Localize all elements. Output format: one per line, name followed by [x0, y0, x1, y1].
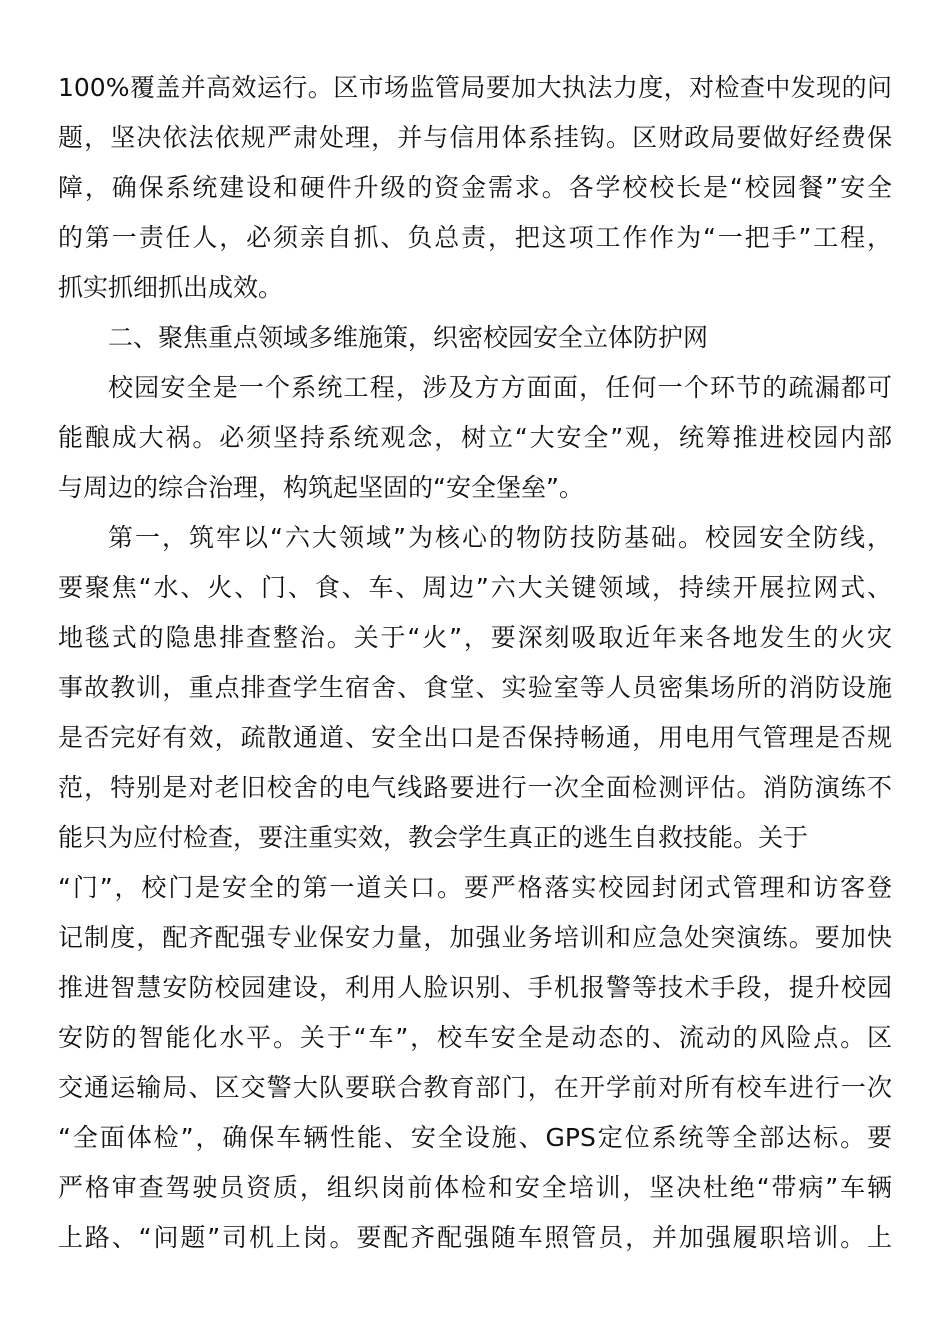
text-line: 交通运输局、区交警大队要联合教育部门，在开学前对所有校车进行一次	[58, 1073, 892, 1102]
text-line: 题，坚决依法依规严肃处理，并与信用体系挂钩。区财政局要做好经费保	[58, 123, 892, 152]
text-line: 的第一责任人，必须亲自抓、负总责，把这项工作作为“一把手”工程，	[58, 223, 892, 252]
section-heading: 二、聚焦重点领域多维施策，织密校园安全立体防护网	[108, 323, 709, 352]
text-line: 与周边的综合治理，构筑起坚固的“安全堡垒”。	[58, 473, 584, 502]
text-line: “门”，校门是安全的第一道关口。要严格落实校园封闭式管理和访客登	[58, 873, 892, 902]
text-line: 能酿成大祸。必须坚持系统观念，树立“大安全”观，统筹推进校园内部	[58, 423, 892, 452]
text-line: 第一，筑牢以“六大领域”为核心的物防技防基础。校园安全防线，	[108, 523, 892, 552]
text-line: 范，特别是对老旧校舍的电气线路要进行一次全面检测评估。消防演练不	[58, 773, 892, 802]
text-line: 安防的智能化水平。关于“车”，校车安全是动态的、流动的风险点。区	[58, 1023, 892, 1052]
text-line: 记制度，配齐配强专业保安力量，加强业务培训和应急处突演练。要加快	[58, 923, 892, 952]
text-line: 能只为应付检查，要注重实效，教会学生真正的逃生自救技能。关于	[58, 823, 809, 852]
text-line: 是否完好有效，疏散通道、安全出口是否保持畅通，用电用气管理是否规	[58, 723, 892, 752]
text-line: “全面体检”，确保车辆性能、安全设施、GPS定位系统等全部达标。要	[58, 1123, 892, 1152]
text-line: 事故教训，重点排查学生宿舍、食堂、实验室等人员密集场所的消防设施	[58, 673, 892, 702]
text-line: 校园安全是一个系统工程，涉及方方面面，任何一个环节的疏漏都可	[108, 373, 892, 402]
text-line: 上路、“问题”司机上岗。要配齐配强随车照管员，并加强履职培训。上	[58, 1223, 892, 1252]
text-line: 抓实抓细抓出成效。	[58, 273, 284, 302]
text-line: 100%覆盖并高效运行。区市场监管局要加大执法力度，对检查中发现的问	[58, 73, 892, 102]
text-line: 地毯式的隐患排查整治。关于“火”，要深刻吸取近年来各地发生的火灾	[58, 623, 892, 652]
text-line: 推进智慧安防校园建设，利用人脸识别、手机报警等技术手段，提升校园	[58, 973, 892, 1002]
text-line: 障，确保系统建设和硬件升级的资金需求。各学校校长是“校园餐”安全	[58, 173, 892, 202]
text-line: 严格审查驾驶员资质，组织岗前体检和安全培训，坚决杜绝“带病”车辆	[58, 1173, 892, 1202]
text-line: 要聚焦“水、火、门、食、车、周边”六大关键领域，持续开展拉网式、	[58, 573, 892, 602]
